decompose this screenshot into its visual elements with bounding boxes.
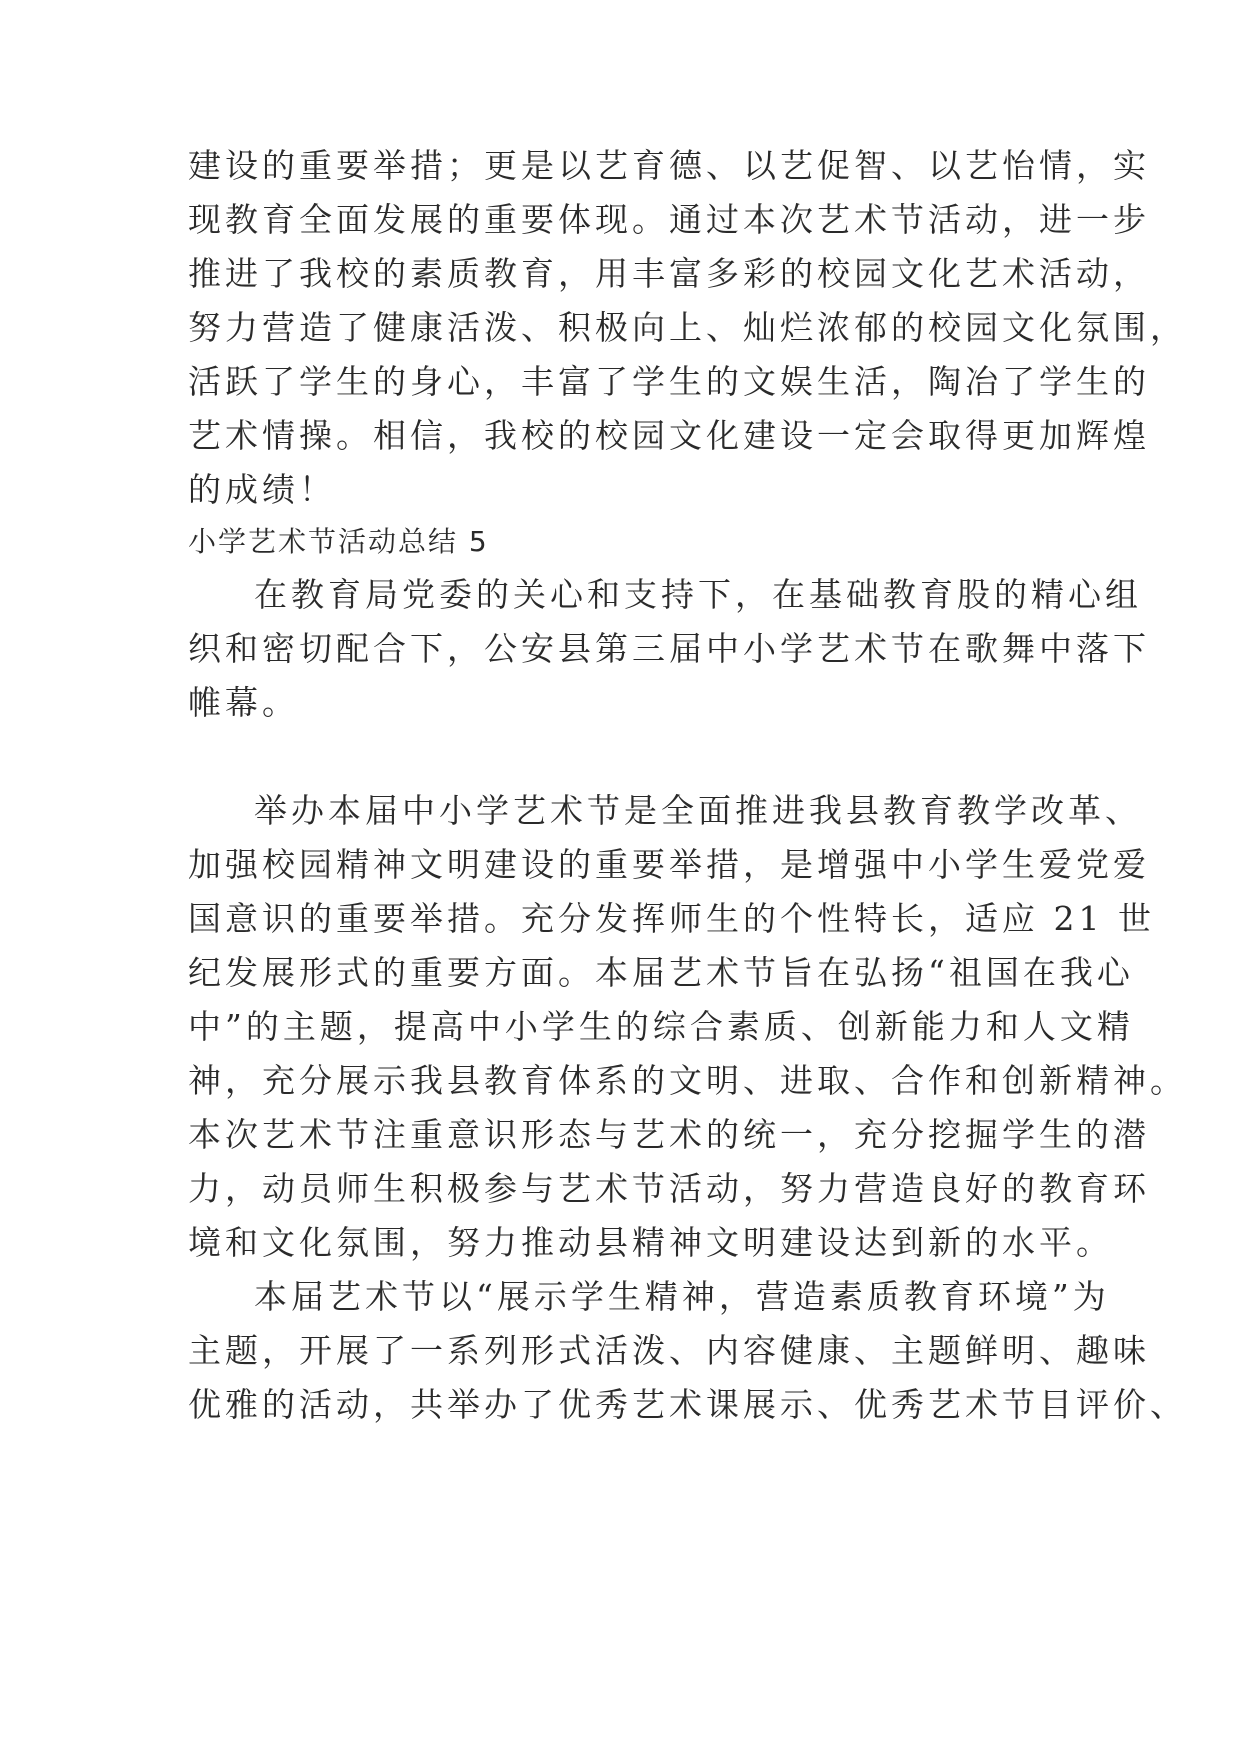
section-heading: 小学艺术节活动总结 5 <box>188 525 489 558</box>
paragraph-line: 力，动员师生积极参与艺术节活动，努力营造良好的教育环 <box>188 1169 1150 1208</box>
paragraph-line: 艺术情操。相信，我校的校园文化建设一定会取得更加辉煌 <box>188 416 1150 455</box>
paragraph-line: 国意识的重要举措。充分发挥师生的个性特长，适应 21 世 <box>188 899 1155 938</box>
paragraph-line: 本次艺术节注重意识形态与艺术的统一，充分挖掘学生的潜 <box>188 1115 1150 1154</box>
paragraph-line: 主题，开展了一系列形式活泼、内容健康、主题鲜明、趣味 <box>188 1331 1150 1370</box>
paragraph-line: 帷幕。 <box>188 683 299 722</box>
paragraph-line: 现教育全面发展的重要体现。通过本次艺术节活动，进一步 <box>188 200 1150 239</box>
paragraph-line: 纪发展形式的重要方面。本届艺术节旨在弘扬“祖国在我心 <box>188 953 1134 992</box>
paragraph-line: 在教育局党委的关心和支持下，在基础教育股的精心组 <box>254 575 1142 614</box>
paragraph-line: 推进了我校的素质教育，用丰富多彩的校园文化艺术活动， <box>188 254 1150 293</box>
paragraph-line: 神，充分展示我县教育体系的文明、进取、合作和创新精神。 <box>188 1061 1187 1100</box>
paragraph-line: 境和文化氛围，努力推动县精神文明建设达到新的水平。 <box>188 1223 1113 1262</box>
paragraph-line: 中”的主题，提高中小学生的综合素质、创新能力和人文精 <box>188 1007 1134 1046</box>
paragraph-line: 的成绩！ <box>188 470 336 509</box>
paragraph-line: 举办本届中小学艺术节是全面推进我县教育教学改革、 <box>254 791 1142 830</box>
paragraph-line: 活跃了学生的身心，丰富了学生的文娱生活，陶冶了学生的 <box>188 362 1150 401</box>
paragraph-line: 建设的重要举措；更是以艺育德、以艺促智、以艺怡情，实 <box>188 146 1150 185</box>
paragraph-line: 努力营造了健康活泼、积极向上、灿烂浓郁的校园文化氛围， <box>188 308 1187 347</box>
paragraph-line: 加强校园精神文明建设的重要举措，是增强中小学生爱党爱 <box>188 845 1150 884</box>
paragraph-line: 优雅的活动，共举办了优秀艺术课展示、优秀艺术节目评价、 <box>188 1385 1187 1424</box>
paragraph-line: 织和密切配合下，公安县第三届中小学艺术节在歌舞中落下 <box>188 629 1150 668</box>
paragraph-line: 本届艺术节以“展示学生精神，营造素质教育环境”为 <box>254 1277 1110 1316</box>
